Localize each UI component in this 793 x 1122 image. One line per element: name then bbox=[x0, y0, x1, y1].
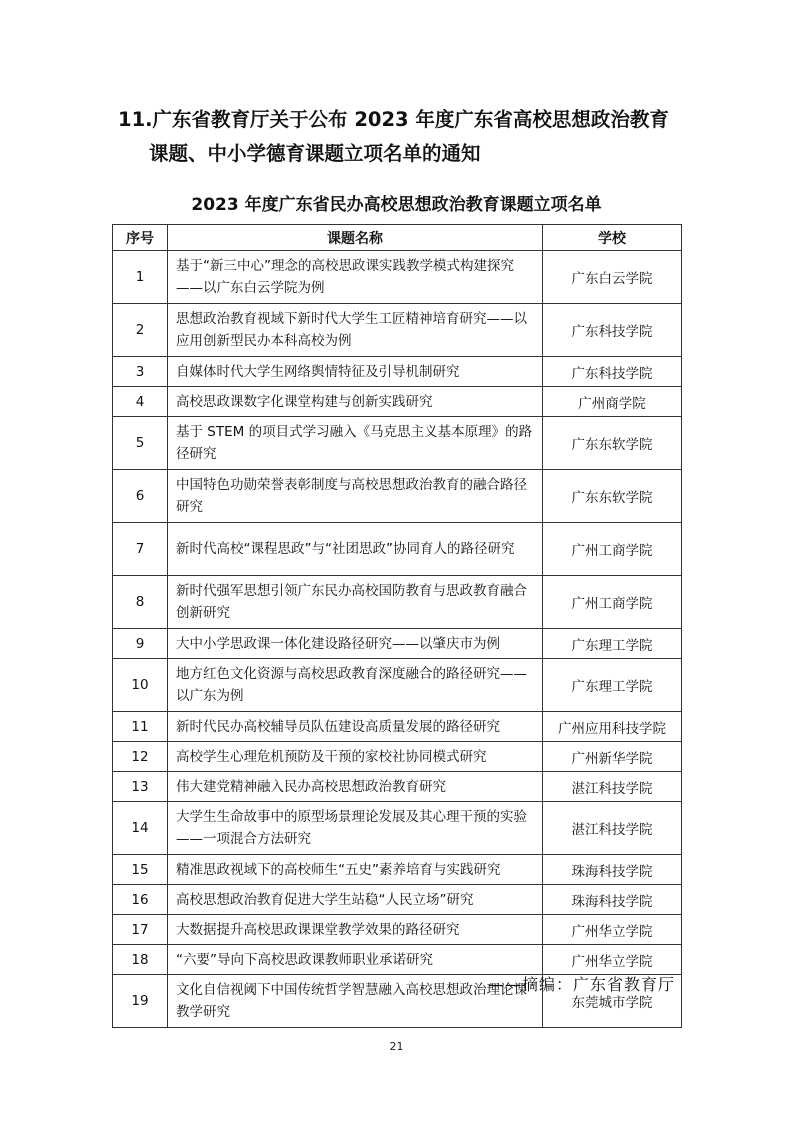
row-number: 19 bbox=[113, 975, 168, 1028]
row-number: 5 bbox=[113, 417, 168, 470]
row-number: 17 bbox=[113, 915, 168, 945]
row-number: 4 bbox=[113, 387, 168, 417]
heading-line-1: 11.广东省教育厅关于公布 2023 年度广东省高校思想政治教育 bbox=[118, 108, 669, 131]
row-number: 13 bbox=[113, 772, 168, 802]
school-name: 珠海科技学院 bbox=[543, 885, 682, 915]
heading-line-2: 课题、中小学德育课题立项名单的通知 bbox=[149, 142, 481, 165]
table-row bbox=[113, 470, 682, 523]
row-number: 14 bbox=[113, 802, 168, 855]
school-name: 湛江科技学院 bbox=[543, 802, 682, 855]
project-title: 大学生生命故事中的原型场景理论发展及其心理干预的实验——一项混合方法研究 bbox=[168, 802, 543, 855]
table-row bbox=[113, 855, 682, 885]
school-name: 广州新华学院 bbox=[543, 742, 682, 772]
table-title: 2023 年度广东省民办高校思想政治教育课题立项名单 bbox=[191, 195, 602, 215]
row-number: 8 bbox=[113, 576, 168, 629]
row-number: 3 bbox=[113, 357, 168, 387]
school-name: 广州华立学院 bbox=[543, 915, 682, 945]
school-name: 东莞城市学院 bbox=[543, 975, 682, 1028]
project-title: “六要”导向下高校思政课教师职业承诺研究 bbox=[168, 945, 543, 975]
project-title: 新时代高校“课程思政”与“社团思政”协同育人的路径研究 bbox=[168, 523, 543, 576]
project-title: 文化自信视阈下中国传统哲学智慧融入高校思想政治理论课教学研究 bbox=[168, 975, 543, 1028]
row-number: 6 bbox=[113, 470, 168, 523]
school-name: 广州应用科技学院 bbox=[543, 712, 682, 742]
table-row bbox=[113, 387, 682, 417]
school-name: 广州华立学院 bbox=[543, 945, 682, 975]
table-row bbox=[113, 659, 682, 712]
table-header-row bbox=[113, 225, 682, 251]
project-title: 伟大建党精神融入民办高校思想政治教育研究 bbox=[168, 772, 543, 802]
school-name: 广东东软学院 bbox=[543, 417, 682, 470]
row-number: 10 bbox=[113, 659, 168, 712]
project-title: 高校思政课数字化课堂构建与创新实践研究 bbox=[168, 387, 543, 417]
school-name: 广东理工学院 bbox=[543, 659, 682, 712]
table-row bbox=[113, 523, 682, 576]
project-title: 新时代民办高校辅导员队伍建设高质量发展的路径研究 bbox=[168, 712, 543, 742]
project-title: 新时代强军思想引领广东民办高校国防教育与思政教育融合创新研究 bbox=[168, 576, 543, 629]
school-name: 广东科技学院 bbox=[543, 357, 682, 387]
project-title: 高校学生心理危机预防及干预的家校社协同模式研究 bbox=[168, 742, 543, 772]
school-name: 珠海科技学院 bbox=[543, 855, 682, 885]
source-attribution: ——摘编：广东省教育厅 bbox=[487, 975, 675, 994]
row-number: 9 bbox=[113, 629, 168, 659]
school-name: 广州工商学院 bbox=[543, 523, 682, 576]
project-title: 大数据提升高校思政课课堂教学效果的路径研究 bbox=[168, 915, 543, 945]
project-title: 大中小学思政课一体化建设路径研究——以肇庆市为例 bbox=[168, 629, 543, 659]
row-number: 15 bbox=[113, 855, 168, 885]
table-row bbox=[113, 772, 682, 802]
table-row bbox=[113, 304, 682, 357]
table-row bbox=[113, 357, 682, 387]
project-list-table bbox=[112, 224, 682, 1028]
page-number: 21 bbox=[389, 1040, 404, 1053]
row-number: 7 bbox=[113, 523, 168, 576]
project-title: 高校思想政治教育促进大学生站稳“人民立场”研究 bbox=[168, 885, 543, 915]
school-name: 广东东软学院 bbox=[543, 470, 682, 523]
table-row bbox=[113, 712, 682, 742]
school-name: 广州工商学院 bbox=[543, 576, 682, 629]
table-row bbox=[113, 629, 682, 659]
row-number: 1 bbox=[113, 251, 168, 304]
table-row bbox=[113, 885, 682, 915]
table-row bbox=[113, 251, 682, 304]
project-title: 自媒体时代大学生网络舆情特征及引导机制研究 bbox=[168, 357, 543, 387]
table-row bbox=[113, 576, 682, 629]
table-row bbox=[113, 802, 682, 855]
project-title: 地方红色文化资源与高校思政教育深度融合的路径研究——以广东为例 bbox=[168, 659, 543, 712]
document-heading bbox=[118, 103, 718, 171]
project-title: 中国特色功勋荣誉表彰制度与高校思想政治教育的融合路径研究 bbox=[168, 470, 543, 523]
school-name: 湛江科技学院 bbox=[543, 772, 682, 802]
project-title: 基于 STEM 的项目式学习融入《马克思主义基本原理》的路径研究 bbox=[168, 417, 543, 470]
column-header-school: 学校 bbox=[543, 225, 682, 251]
school-name: 广州商学院 bbox=[543, 387, 682, 417]
school-name: 广东科技学院 bbox=[543, 304, 682, 357]
row-number: 12 bbox=[113, 742, 168, 772]
table-row bbox=[113, 742, 682, 772]
row-number: 2 bbox=[113, 304, 168, 357]
table-row bbox=[113, 915, 682, 945]
column-header-title: 课题名称 bbox=[168, 225, 543, 251]
row-number: 11 bbox=[113, 712, 168, 742]
row-number: 18 bbox=[113, 945, 168, 975]
column-header-number: 序号 bbox=[113, 225, 168, 251]
project-title: 基于“新三中心”理念的高校思政课实践教学模式构建探究——以广东白云学院为例 bbox=[168, 251, 543, 304]
project-title: 思想政治教育视域下新时代大学生工匠精神培育研究——以应用创新型民办本科高校为例 bbox=[168, 304, 543, 357]
row-number: 16 bbox=[113, 885, 168, 915]
project-title: 精准思政视域下的高校师生“五史”素养培育与实践研究 bbox=[168, 855, 543, 885]
table-row bbox=[113, 945, 682, 975]
school-name: 广东理工学院 bbox=[543, 629, 682, 659]
table-row bbox=[113, 417, 682, 470]
school-name: 广东白云学院 bbox=[543, 251, 682, 304]
